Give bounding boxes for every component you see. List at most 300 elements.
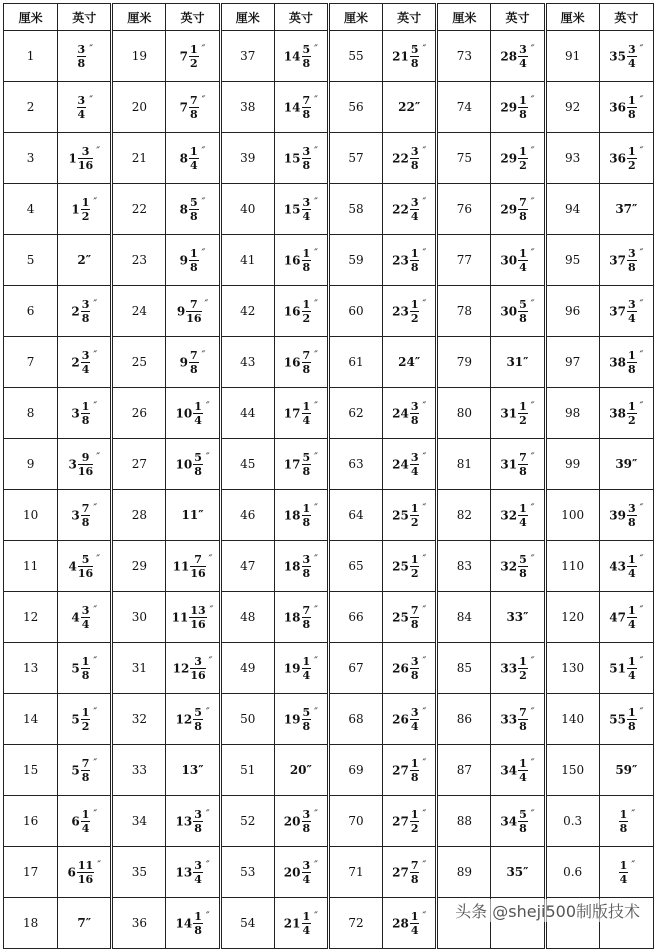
header-cm: 厘米 [545,4,599,31]
table-row [4,31,654,82]
fraction-denominator: 4 [519,770,527,784]
fraction-denominator: 4 [194,413,202,427]
fraction-denominator: 8 [302,158,311,172]
fraction-denominator: 2 [410,515,419,529]
inch-whole: 16 [283,355,301,369]
cm-cell: 79 [437,337,491,388]
inch-whole: 21 [392,49,409,63]
cm-cell: 36 [112,898,166,949]
inch-cell [491,643,545,694]
inch-fraction [189,350,199,375]
fraction-denominator: 2 [410,311,419,325]
cm-cell: 63 [328,439,382,490]
inch-fraction [410,605,420,630]
inch-fraction [518,707,528,732]
table-row [4,490,654,541]
inch-fraction [193,401,203,426]
inch-cell [58,31,112,82]
fraction-numerator: 7 [190,554,205,567]
inch-fraction [410,401,420,426]
inch-fraction [518,44,528,69]
inch-fraction [410,299,420,324]
fraction-numerator: 1 [628,552,636,566]
inch-mark: ″ [530,247,535,259]
inch-cell [166,490,220,541]
cm-cell: 80 [437,388,491,439]
inch-fraction [410,911,420,936]
inch-fraction [81,605,91,630]
cm-cell: 67 [328,643,382,694]
cm-cell: 10 [4,490,58,541]
inch-fraction [627,350,637,375]
fraction-numerator: 11 [77,858,94,872]
inch-fraction [81,707,91,732]
fraction-denominator: 8 [194,719,202,733]
inch-cell [491,286,545,337]
cm-cell: 35 [112,847,166,898]
fraction-numerator: 5 [302,450,311,464]
inch-cell [491,694,545,745]
inch-cell [274,592,328,643]
inch-cell [166,898,220,949]
inch-cell [383,541,437,592]
inch-whole: 11 [172,559,190,573]
inch-whole: 30 [500,253,518,267]
fraction-numerator: 7 [519,195,527,209]
inch-whole: 23 [392,304,409,318]
fraction-numerator: 3 [410,399,419,413]
inch-cell [58,388,112,439]
inch-mark: ″ [422,655,427,667]
inch-cell [58,133,112,184]
fraction-numerator: 1 [519,93,527,107]
fraction-denominator: 8 [410,668,419,682]
inch-cell [274,643,328,694]
fraction-numerator: 7 [519,450,527,464]
cm-cell: 120 [545,592,599,643]
inch-cell [599,82,653,133]
inch-mark: ″ [93,706,98,718]
inch-whole: 16 [283,304,301,318]
cm-cell: 92 [545,82,599,133]
fraction-numerator: 1 [619,807,628,821]
inch-fraction [189,605,206,630]
inch-mark: ″ [201,145,206,157]
inch-cell [58,898,112,949]
inch-mark: ″ [422,400,427,412]
inch-fraction [410,503,420,528]
fraction-numerator: 1 [628,399,636,413]
inch-fraction [302,605,312,630]
fraction-denominator: 8 [410,56,419,70]
fraction-denominator: 4 [190,158,198,172]
cm-cell: 44 [220,388,274,439]
inch-fraction [302,350,312,375]
inch-mark: ″ [314,298,318,310]
cm-cell: 0.3 [545,796,599,847]
inch-cell [383,133,437,184]
fraction-denominator: 8 [410,260,419,274]
inch-cell [58,184,112,235]
fraction-denominator: 4 [194,872,202,886]
header-cm: 厘米 [220,4,274,31]
inch-whole: 16 [283,253,301,267]
inch-cell [599,643,653,694]
inch-whole: 23 [392,253,409,267]
inch-whole: 9 [176,304,186,318]
inch-cell [599,286,653,337]
fraction-numerator: 1 [81,654,90,668]
inch-whole: 35 [609,49,626,63]
fraction-numerator: 1 [194,909,202,923]
inch-mark: ″ [530,43,535,55]
inch-whole: 32 [500,508,518,522]
inch-mark: ″ [639,43,644,55]
fraction-denominator: 4 [410,923,419,937]
inch-whole: 8 [179,151,189,165]
inch-whole: 24 [392,457,409,471]
fraction-denominator: 4 [628,56,636,70]
fraction-denominator: 16 [190,617,206,631]
inch-cell [599,490,653,541]
cm-cell: 41 [220,235,274,286]
inch-mark: ″ [201,196,206,208]
inch-fraction [518,758,528,783]
inch-mark: ″ [530,298,535,310]
inch-cell [599,439,653,490]
inch-cell [58,235,112,286]
inch-cell [274,235,328,286]
fraction-denominator: 4 [628,566,636,580]
inch-fraction [518,95,528,120]
table-row [4,82,654,133]
inch-fraction [518,554,528,579]
inch-value: 2″ [77,253,92,267]
inch-mark: ″ [314,94,318,106]
cm-cell: 5 [4,235,58,286]
table-row [4,745,654,796]
fraction-numerator: 1 [628,93,636,107]
inch-fraction [518,809,528,834]
inch-cell [383,745,437,796]
cm-cell: 20 [112,82,166,133]
table-row [4,592,654,643]
fraction-numerator: 7 [81,756,90,770]
fraction-denominator: 8 [81,311,90,325]
table-row [4,133,654,184]
inch-mark: ″ [530,400,535,412]
inch-whole: 19 [283,712,301,726]
inch-whole: 2 [71,355,80,369]
table-row [4,184,654,235]
inch-fraction [81,350,91,375]
inch-fraction [627,95,637,120]
fraction-numerator: 1 [628,603,636,617]
inch-cell [491,235,545,286]
inch-whole: 26 [392,712,409,726]
cm-cell: 13 [4,643,58,694]
cm-cell: 53 [220,847,274,898]
fraction-numerator: 1 [410,807,419,821]
inch-cell [383,184,437,235]
inch-whole: 6 [71,814,80,828]
inch-fraction [302,911,312,936]
fraction-denominator: 8 [302,821,311,835]
inch-cell [599,592,653,643]
fraction-denominator: 4 [519,515,527,529]
inch-mark: ″ [530,451,535,463]
inch-fraction [627,707,637,732]
inch-whole: 13 [175,814,193,828]
fraction-numerator: 1 [628,654,636,668]
inch-cell [491,31,545,82]
header-cm: 厘米 [437,4,491,31]
inch-mark: ″ [93,196,98,208]
inch-cell [274,31,328,82]
inch-whole: 24 [392,406,409,420]
inch-mark: ″ [639,247,644,259]
inch-fraction [410,452,420,477]
inch-fraction [77,860,94,885]
cm-cell: 24 [112,286,166,337]
inch-mark: ″ [639,655,644,667]
cm-cell: 42 [220,286,274,337]
inch-fraction [627,605,637,630]
inch-mark: ″ [201,43,206,55]
inch-mark: ″ [422,502,427,514]
cm-cell: 57 [328,133,382,184]
inch-cell [491,490,545,541]
inch-fraction [302,146,312,171]
inch-cell [383,898,437,949]
inch-cell [58,694,112,745]
fraction-denominator: 4 [410,464,419,478]
inch-whole: 32 [500,559,518,573]
fraction-denominator: 8 [410,770,419,784]
inch-fraction [190,554,205,579]
fraction-denominator: 8 [519,566,527,580]
inch-mark: ″ [314,196,318,208]
inch-whole: 14 [283,49,301,63]
inch-cell [491,592,545,643]
cm-cell: 88 [437,796,491,847]
inch-mark: ″ [93,757,98,769]
fraction-numerator: 1 [410,552,419,566]
fraction-denominator: 4 [77,107,86,121]
inch-mark: ″ [639,553,644,565]
fraction-numerator: 7 [302,93,311,107]
cm-cell: 25 [112,337,166,388]
fraction-denominator: 4 [302,923,311,937]
fraction-denominator: 4 [519,56,527,70]
fraction-numerator: 1 [410,909,419,923]
inch-cell [599,337,653,388]
fraction-denominator: 8 [628,515,636,529]
inch-cell [491,82,545,133]
cm-cell: 0.6 [545,847,599,898]
inch-cell [491,439,545,490]
cm-cell: 16 [4,796,58,847]
inch-whole: 28 [392,916,409,930]
inch-mark: ″ [530,502,535,514]
fraction-numerator: 1 [410,501,419,515]
fraction-numerator: 3 [410,705,419,719]
cm-cell: 84 [437,592,491,643]
inch-value: 24″ [398,355,421,369]
inch-whole: 10 [175,406,193,420]
inch-whole: 14 [283,100,301,114]
inch-cell [383,235,437,286]
fraction-numerator: 1 [302,246,311,260]
fraction-numerator: 1 [81,399,90,413]
inch-cell [58,286,112,337]
inch-mark: ″ [93,298,98,310]
inch-whole: 5 [71,712,80,726]
inch-cell [274,490,328,541]
inch-fraction [627,554,637,579]
inch-cell [491,133,545,184]
fraction-numerator: 1 [628,705,636,719]
fraction-numerator: 3 [78,146,93,159]
inch-fraction [302,401,312,426]
cm-cell: 76 [437,184,491,235]
inch-fraction [410,707,420,732]
cm-cell: 62 [328,388,382,439]
inch-whole: 5 [71,763,80,777]
inch-mark: ″ [314,43,318,55]
cm-cell: 75 [437,133,491,184]
fraction-numerator: 1 [519,501,527,515]
fraction-numerator: 13 [190,603,206,617]
cm-cell: 23 [112,235,166,286]
fraction-denominator: 8 [410,872,419,886]
table-row [4,337,654,388]
cm-cell: 95 [545,235,599,286]
fraction-numerator: 1 [194,399,202,413]
inch-cell [274,796,328,847]
inch-fraction [81,197,91,222]
inch-cell [274,133,328,184]
fraction-denominator: 8 [302,56,311,70]
fraction-numerator: 1 [628,144,636,158]
cm-cell: 74 [437,82,491,133]
inch-whole: 37 [609,253,626,267]
cm-cell: 60 [328,286,382,337]
inch-mark: ″ [530,808,535,820]
cm-cell: 68 [328,694,382,745]
cm-cell: 49 [220,643,274,694]
inch-cell [599,31,653,82]
inch-whole: 27 [392,763,409,777]
fraction-denominator: 8 [628,362,636,376]
cm-cell: 55 [328,31,382,82]
inch-cell [383,31,437,82]
inch-mark: ″ [93,349,98,361]
fraction-numerator: 1 [619,858,628,872]
inch-whole: 33 [500,661,518,675]
cm-cell: 46 [220,490,274,541]
fraction-numerator: 3 [194,807,202,821]
fraction-numerator: 5 [519,552,527,566]
inch-cell [491,745,545,796]
cm-cell: 78 [437,286,491,337]
inch-cell [383,847,437,898]
inch-cell [599,184,653,235]
fraction-denominator: 8 [519,719,527,733]
inch-whole: 29 [500,202,518,216]
cm-cell: 22 [112,184,166,235]
fraction-denominator: 4 [410,719,419,733]
inch-fraction [627,299,637,324]
inch-cell [274,184,328,235]
fraction-denominator: 16 [186,311,202,325]
cm-inch-conversion-table [3,3,654,949]
cm-cell: 97 [545,337,599,388]
fraction-numerator: 7 [186,299,201,312]
table-row [4,286,654,337]
fraction-denominator: 8 [81,413,90,427]
inch-whole: 3 [71,406,80,420]
inch-fraction [627,503,637,528]
inch-cell [166,235,220,286]
inch-whole: 36 [609,151,626,165]
inch-mark: ″ [93,655,98,667]
fraction-denominator: 4 [302,413,311,427]
cm-cell: 83 [437,541,491,592]
inch-whole: 29 [500,151,518,165]
fraction-numerator: 3 [628,501,636,515]
inch-mark: ″ [314,400,318,412]
inch-cell [599,796,653,847]
inch-fraction [77,95,87,120]
inch-fraction [518,146,528,171]
inch-fraction [627,248,637,273]
inch-whole: 15 [283,202,301,216]
fraction-denominator: 4 [410,209,419,223]
cm-cell: 4 [4,184,58,235]
inch-cell [166,82,220,133]
inch-mark: ″ [530,94,535,106]
inch-fraction [410,146,420,171]
fraction-numerator: 3 [77,93,86,107]
inch-fraction [410,656,420,681]
inch-cell [166,31,220,82]
inch-whole: 18 [283,610,301,624]
cm-cell: 40 [220,184,274,235]
inch-fraction [410,197,420,222]
cm-cell: 99 [545,439,599,490]
cm-cell: 54 [220,898,274,949]
inch-mark: ″ [314,349,318,361]
inch-fraction [302,554,312,579]
inch-whole: 51 [609,661,626,675]
cm-cell: 31 [112,643,166,694]
header-row [4,4,654,31]
fraction-numerator: 3 [302,807,311,821]
cm-cell: 89 [437,847,491,898]
inch-cell [58,592,112,643]
inch-mark: ″ [639,349,644,361]
inch-fraction [193,911,203,936]
inch-value: 22″ [398,100,421,114]
inch-whole: 27 [392,865,409,879]
inch-fraction [78,554,93,579]
inch-fraction [410,860,420,885]
cm-cell: 19 [112,31,166,82]
inch-mark: ″ [205,859,210,871]
inch-mark: ″ [97,859,101,871]
inch-mark: ″ [89,43,93,55]
